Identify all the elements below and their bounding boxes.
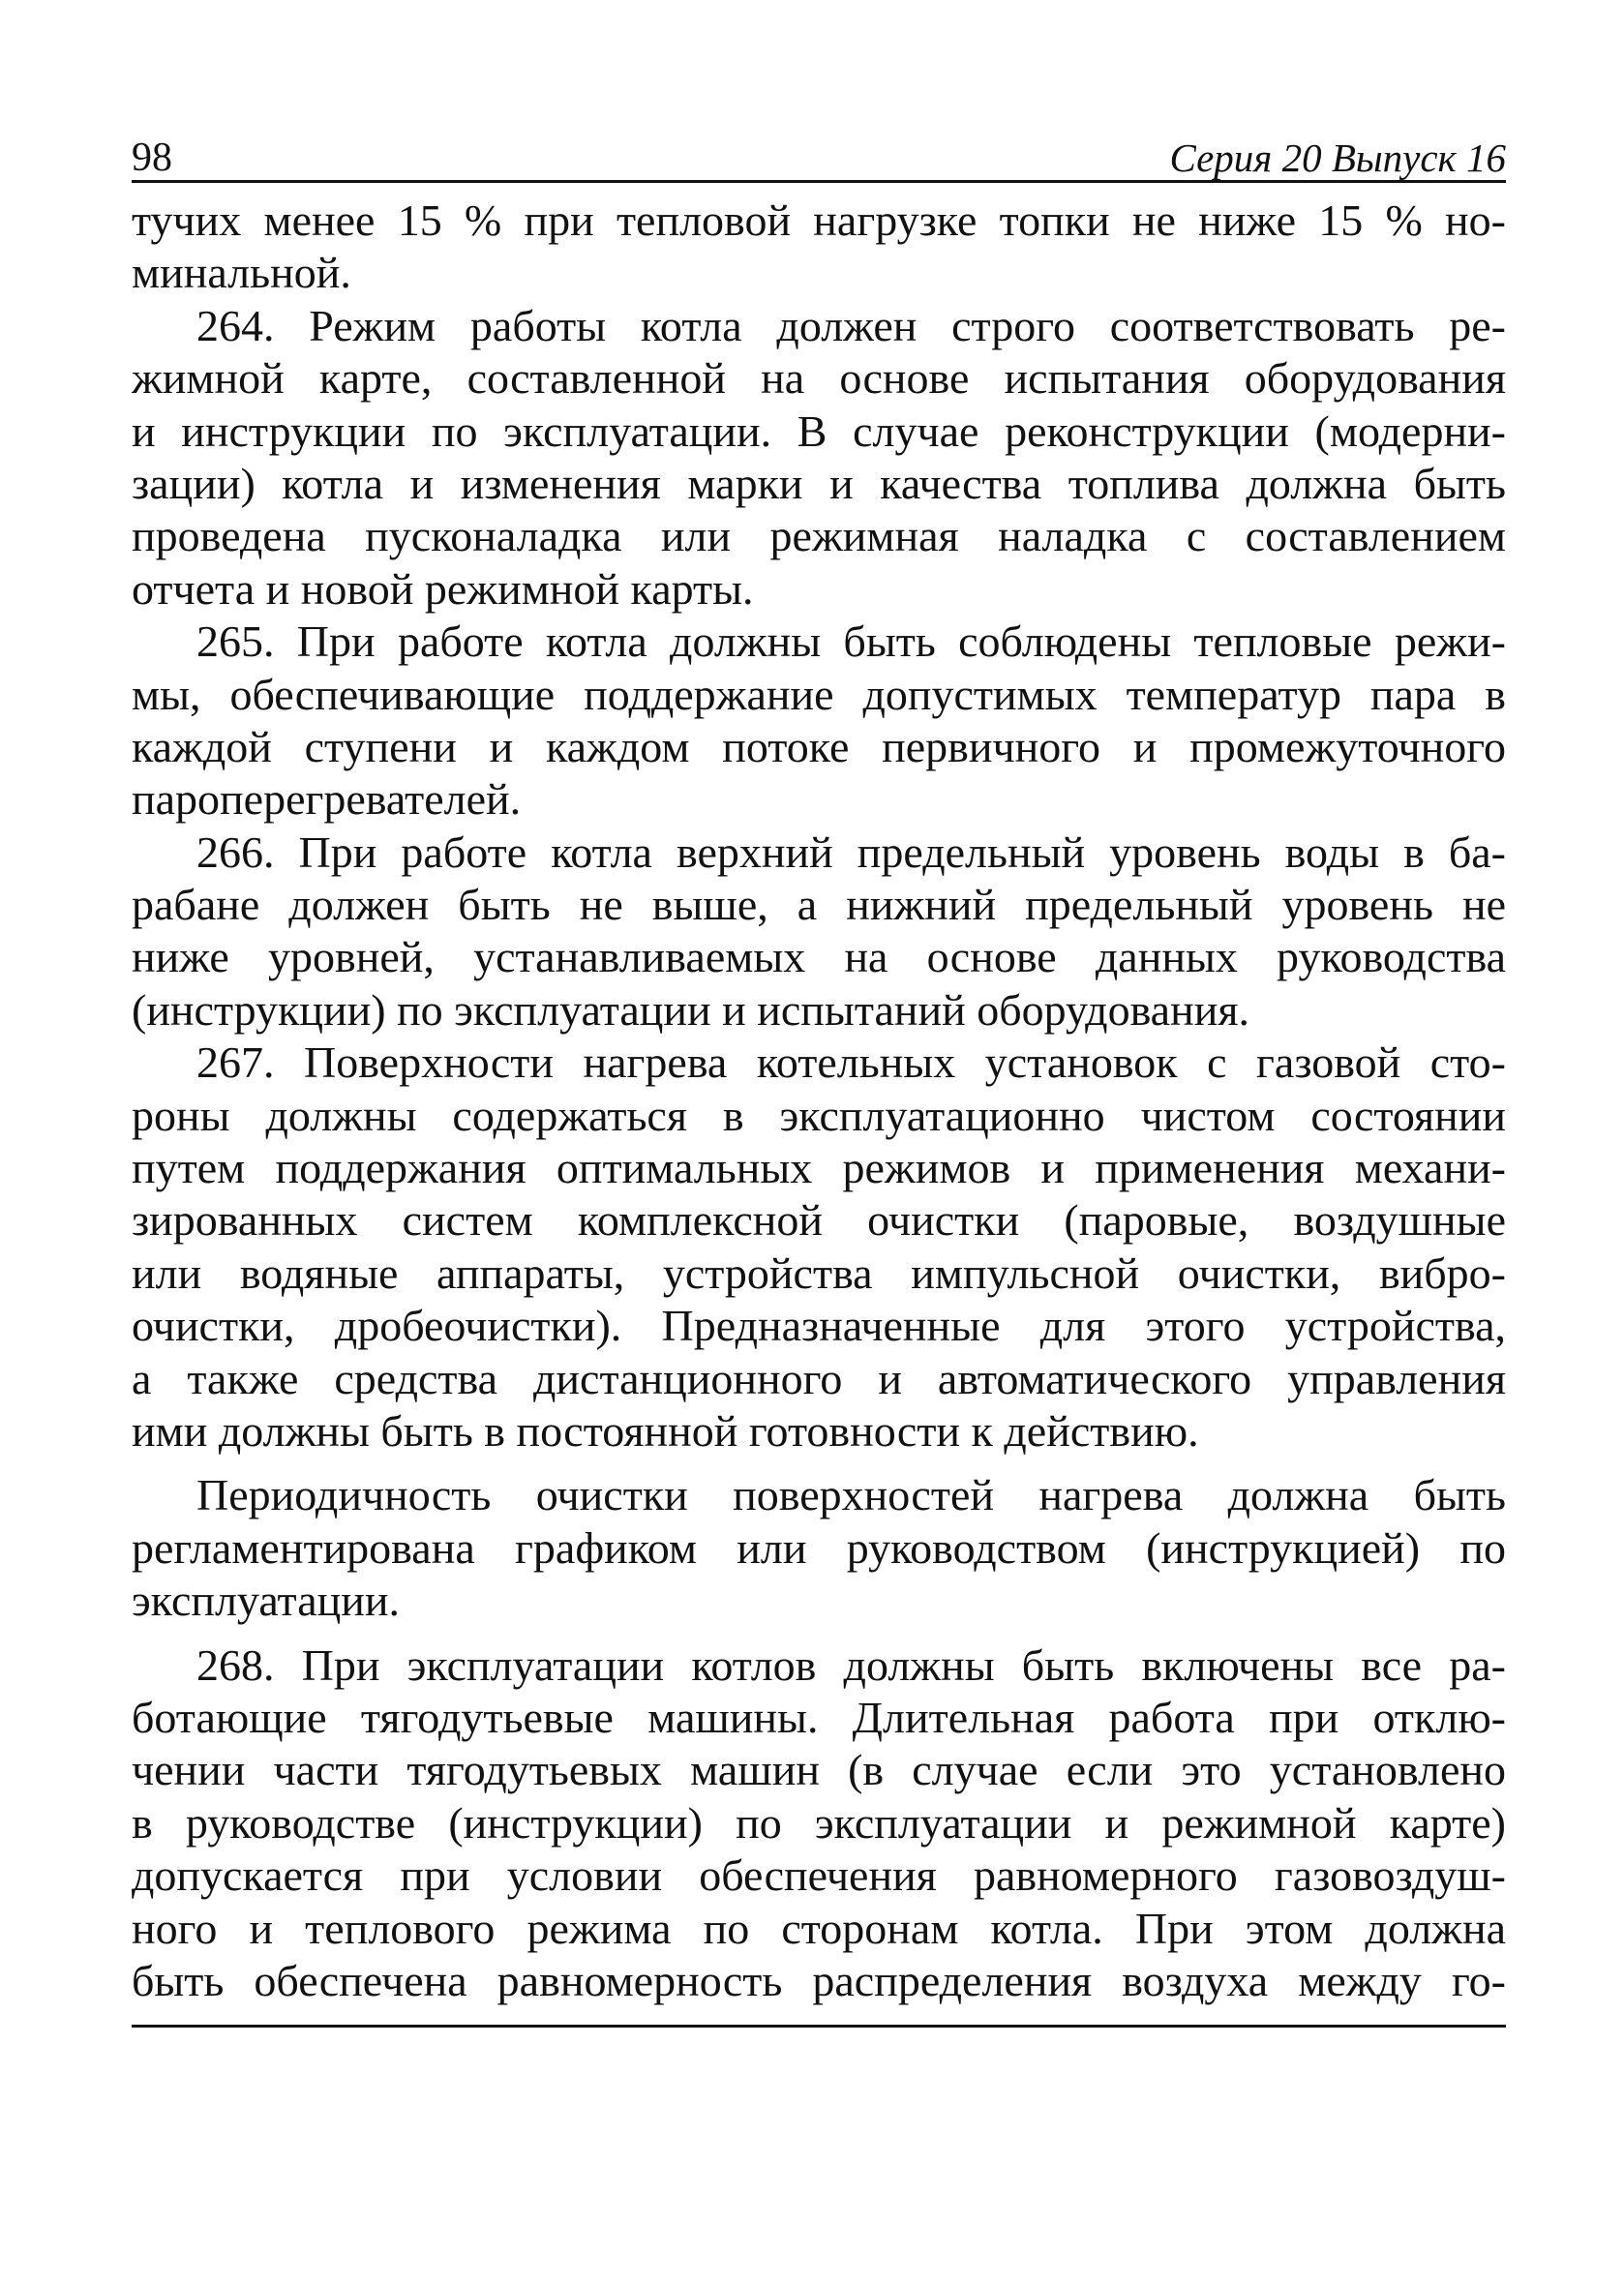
page-number: 98 <box>132 135 172 180</box>
document-page <box>132 124 1506 2028</box>
text-line: ими должны быть в постоянной готовности к действию. <box>132 1405 1199 1456</box>
text-line: проведена пусконаладка или режимная наладка с составлением <box>132 511 1506 561</box>
text-line: минальной. <box>132 248 351 298</box>
running-header <box>132 124 1506 183</box>
paragraph-266-start: 266. При работе котла верхний предельный уровень воды в ба- <box>196 827 1506 877</box>
text-line: роны должны содержаться в эксплуатационно чистом состоянии <box>132 1090 1506 1140</box>
text-line: быть обеспечена равномерность распределения воздуха между го- <box>132 1955 1506 2005</box>
text-line: регламентирована графиком или руководством (инструкцией) по <box>132 1522 1506 1573</box>
paragraph-265-start: 265. При работе котла должны быть соблюдены тепловые режи- <box>196 616 1506 667</box>
text-line: ниже уровней, устанавливаемых на основе данных руководства <box>132 932 1506 982</box>
text-line: эксплуатации. <box>132 1576 400 1626</box>
text-line: зации) котла и изменения марки и качества топлива должна быть <box>132 458 1506 508</box>
text-line: мы, обеспечивающие поддержание допустимых температур пара в <box>132 669 1506 719</box>
series-title: Серия 20 Выпуск 16 <box>1169 135 1506 180</box>
text-line: очистки, дробеочистки). Предназначенные для этого устройства, <box>132 1301 1506 1351</box>
paragraph-periodicity-start: Периодичность очистки поверхностей нагрева должна быть <box>196 1470 1506 1520</box>
paragraph-gap <box>132 1628 1506 1639</box>
text-line: пароперегревателей. <box>132 774 522 825</box>
bottom-rule <box>132 2025 1506 2028</box>
paragraph-gap <box>132 1458 1506 1469</box>
text-line: допускается при условии обеспечения равномерного газовоздуш- <box>132 1850 1506 1901</box>
text-line: в руководстве (инструкции) по эксплуатации и режимной карте) <box>132 1797 1506 1848</box>
paragraph-267-start: 267. Поверхности нагрева котельных установок с газовой сто- <box>196 1037 1506 1088</box>
text-line: чении части тягодутьевых машин (в случае если это установлено <box>132 1745 1506 1795</box>
text-line: жимной карте, составленной на основе испытания оборудования <box>132 353 1506 404</box>
text-line: рабане должен быть не выше, а нижний предельный уровень не <box>132 880 1506 930</box>
text-line: ного и теплового режима по сторонам котла. При этом должна <box>132 1903 1506 1953</box>
text-line: (инструкции) по эксплуатации и испытаний оборудования. <box>132 984 1249 1035</box>
text-line: тучих менее 15 % при тепловой нагрузке топки не ниже 15 % но- <box>132 195 1506 245</box>
text-line: зированных систем комплексной очистки (паровые, воздушные <box>132 1195 1506 1246</box>
text-line: или водяные аппараты, устройства импульсной очистки, вибро- <box>132 1248 1506 1298</box>
text-line: и инструкции по эксплуатации. В случае реконструкции (модерни- <box>132 406 1506 456</box>
body-text <box>132 183 1506 2007</box>
paragraph-264-start: 264. Режим работы котла должен строго соответствовать ре- <box>196 300 1506 350</box>
text-line: путем поддержания оптимальных режимов и применения механи- <box>132 1143 1506 1193</box>
text-line: каждой ступени и каждом потоке первичного и промежуточного <box>132 721 1506 771</box>
paragraph-268-start: 268. При эксплуатации котлов должны быть включены все ра- <box>196 1639 1506 1690</box>
text-line: ботающие тягодутьевые машины. Длительная работа при отклю- <box>132 1692 1506 1742</box>
text-line: отчета и новой режимной карты. <box>132 563 754 614</box>
text-line: а также средства дистанционного и автоматического управления <box>132 1353 1506 1403</box>
